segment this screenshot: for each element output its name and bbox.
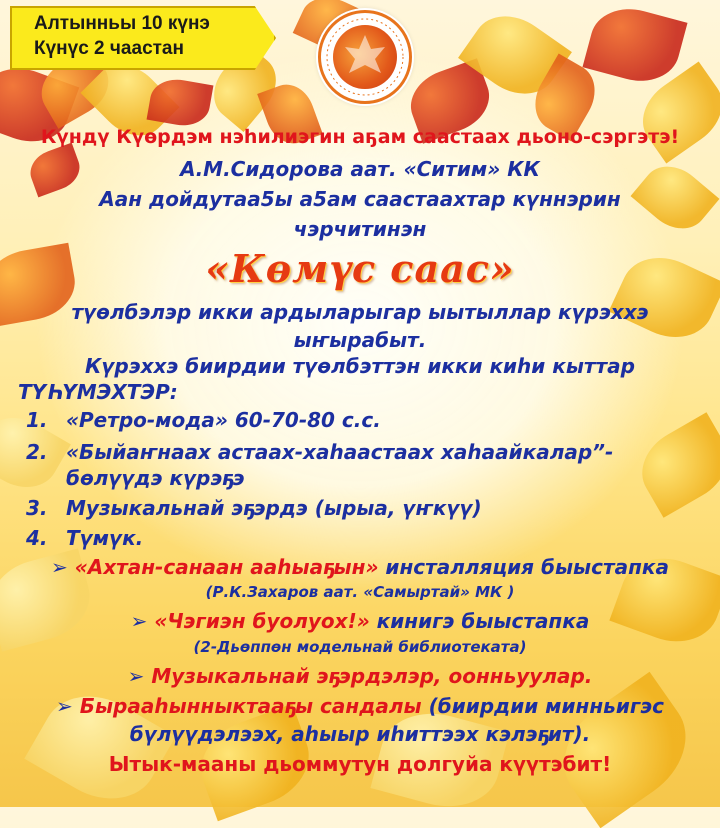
date-badge-line2: Күнүс 2 чаастан — [34, 38, 184, 59]
program-number: 4. — [26, 526, 48, 550]
extra-desc: инсталляция быыстапка — [378, 555, 669, 579]
occasion-line-1: Аан дойдутаа5ы а5ам саастаахтар күннэрин — [99, 187, 621, 211]
extra-desc: кинигэ быыстапка — [369, 609, 590, 633]
program-number: 1. — [26, 408, 48, 432]
program-item-dish: «Быйаҥнаах астаах-хаһаастаах хаһаайкалар”- — [66, 440, 614, 464]
program-item-dish-cont: бөлүүдэ күрэҕэ — [66, 466, 245, 490]
extra-source: (2-Дьөппөн модельнай библиотеката) — [193, 638, 527, 656]
arrow-right-icon: ➢ — [130, 609, 155, 633]
program-item-final: Түмүк. — [66, 526, 144, 550]
event-title: «Көмүс саас» — [205, 246, 515, 291]
invite-line-2: ыҥырабыт. — [293, 328, 427, 352]
extra-source: (Р.К.Захаров аат. «Самыртай» МК ) — [205, 583, 515, 601]
extra-item-table — [0, 694, 720, 718]
program-number: 2. — [26, 440, 48, 464]
program-heading: ТҮҺҮМЭХТЭР: — [18, 380, 178, 404]
program-item-music: Музыкальнай эҕэрдэ (ырыа, үҥкүү) — [66, 496, 482, 520]
extra-item-music — [0, 664, 720, 688]
arrow-right-icon: ➢ — [55, 694, 80, 718]
extra-item-books — [0, 609, 720, 633]
arrow-right-icon: ➢ — [127, 664, 152, 688]
extra-desc: (биирдии минньигэс — [421, 694, 664, 718]
participants-line: Күрэххэ биирдии түөлбэттэн икки киһи кыттар — [85, 354, 635, 378]
arrow-right-icon: ➢ — [51, 555, 75, 579]
program-number: 3. — [26, 496, 48, 520]
extra-title: «Ахтан-санаан ааһыаҕын» — [74, 555, 379, 579]
extra-title: Бырааһынныктааҕы сандалы — [79, 694, 422, 718]
extra-title: «Чэгиэн буолуох!» — [154, 609, 370, 633]
extra-title: Музыкальнай эҕэрдэлэр, оонньуулар. — [151, 664, 593, 688]
greeting-line: Күндү Күөрдэм нэһилиэгин аҕам саастаах дьоно-сэргэтэ! — [40, 126, 680, 148]
date-badge-line1: Алтынньы 10 күнэ — [34, 13, 210, 34]
program-item-retro: «Ретро-мода» 60-70-80 с.с. — [66, 408, 381, 432]
invite-line-1: түөлбэлэр икки ардыларыгар ыытыллар күрэххэ — [71, 300, 649, 324]
occasion-line-2: чэрчитинэн — [293, 217, 427, 241]
closing-line: Ытык-мааны дьоммутун долгуйа күүтэбит! — [108, 752, 612, 776]
organizer-line: А.М.Сидорова аат. «Ситим» КК — [180, 157, 540, 181]
extra-item-table-cont: бүлүүдэлээх, аһыыр иһиттээх кэлэҕит). — [129, 722, 591, 746]
extra-item-installation — [0, 555, 720, 579]
